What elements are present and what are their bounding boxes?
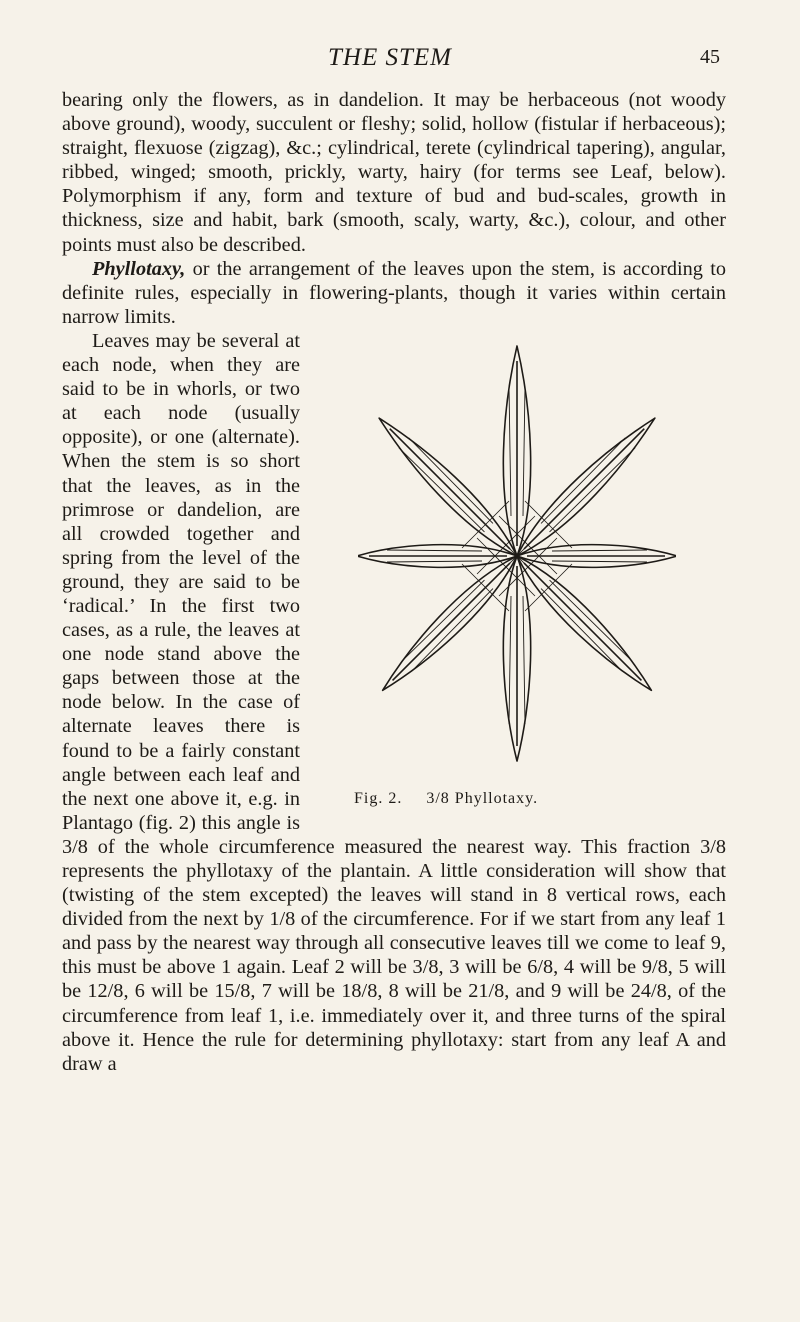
phyllotaxy-term: Phyllotaxy, [92, 257, 186, 280]
body-text [62, 88, 726, 1076]
page-header [60, 44, 720, 76]
paragraph-2 [62, 257, 726, 329]
phyllotaxy-diagram [358, 335, 676, 777]
figure-caption [354, 787, 734, 811]
leaf-3 [517, 545, 676, 568]
page-number: 45 [700, 46, 720, 68]
leaf-rosette [358, 346, 676, 761]
paragraph-2-text: or the arrangement of the leaves upon the stem, is according to definite rules, especially in flowering-plants, though it varies within certain narrow limits. [62, 257, 726, 328]
leaf-5 [503, 556, 530, 761]
paragraph-3: Leaves may be several at each node, when they are said to be in whorls, or two at each node (usually opposite), or one (alternate). When the stem is so short that the leaves, as in the primrose or dandelion, are all crowded together and spring from the level of the ground, they are said to be ‘radical.’ In the first two cases, as a rule, the leaves at one node stand above the gaps between those at the node below. In the case of alternate leaves there is found to be a fairly constant angle between each leaf and the next one above it, e.g. in Plantago (fig. 2) this angle is 3/8 of the whole circumference measured the nearest way. This fraction 3/8 represents the phyllotaxy of the plantain. A little consideration will show that (twisting of the stem excepted) the leaves will stand in 8 vertical rows, each divided from the next by 1/8 of the circumference. For if we start from any leaf 1 and pass by the nearest way through all consecutive leaves till we come to leaf 9, this must be above 1 again. Leaf 2 will be 3/8, 3 will be 6/8, 4 will be 9/8, 5 will be 12/8, 6 will be 15/8, 7 will be 18/8, 8 will be 21/8, and 9 will be 24/8, of the circumference from leaf 1, i.e. immediately over it, and three turns of the spiral above it. Hence the rule for determining phyllotaxy: start from any leaf A and draw a [62, 329, 726, 1075]
figure-label: Fig. 2. [354, 789, 403, 807]
figure-2 [314, 335, 732, 813]
figure-title: 3/8 Phyllotaxy. [426, 789, 539, 807]
running-head: THE STEM [328, 44, 452, 71]
paragraph-1: bearing only the flowers, as in dandelion. It may be herbaceous (not woody above ground), woody, succulent or fleshy; solid, hollow (fistular if herbaceous); straight, flexuose (zigzag), &c.; cylindrical, terete (cylindrical tapering), angular, ribbed, winged; smooth, prickly, warty, hairy (for terms see Leaf, below). Polymorphism if any, form and texture of bud and bud-scales, growth in thickness, size and habit, bark (smooth, scaly, warty, &c.), colour, and other points must also be described. [62, 89, 726, 256]
leaf-7 [358, 545, 517, 568]
